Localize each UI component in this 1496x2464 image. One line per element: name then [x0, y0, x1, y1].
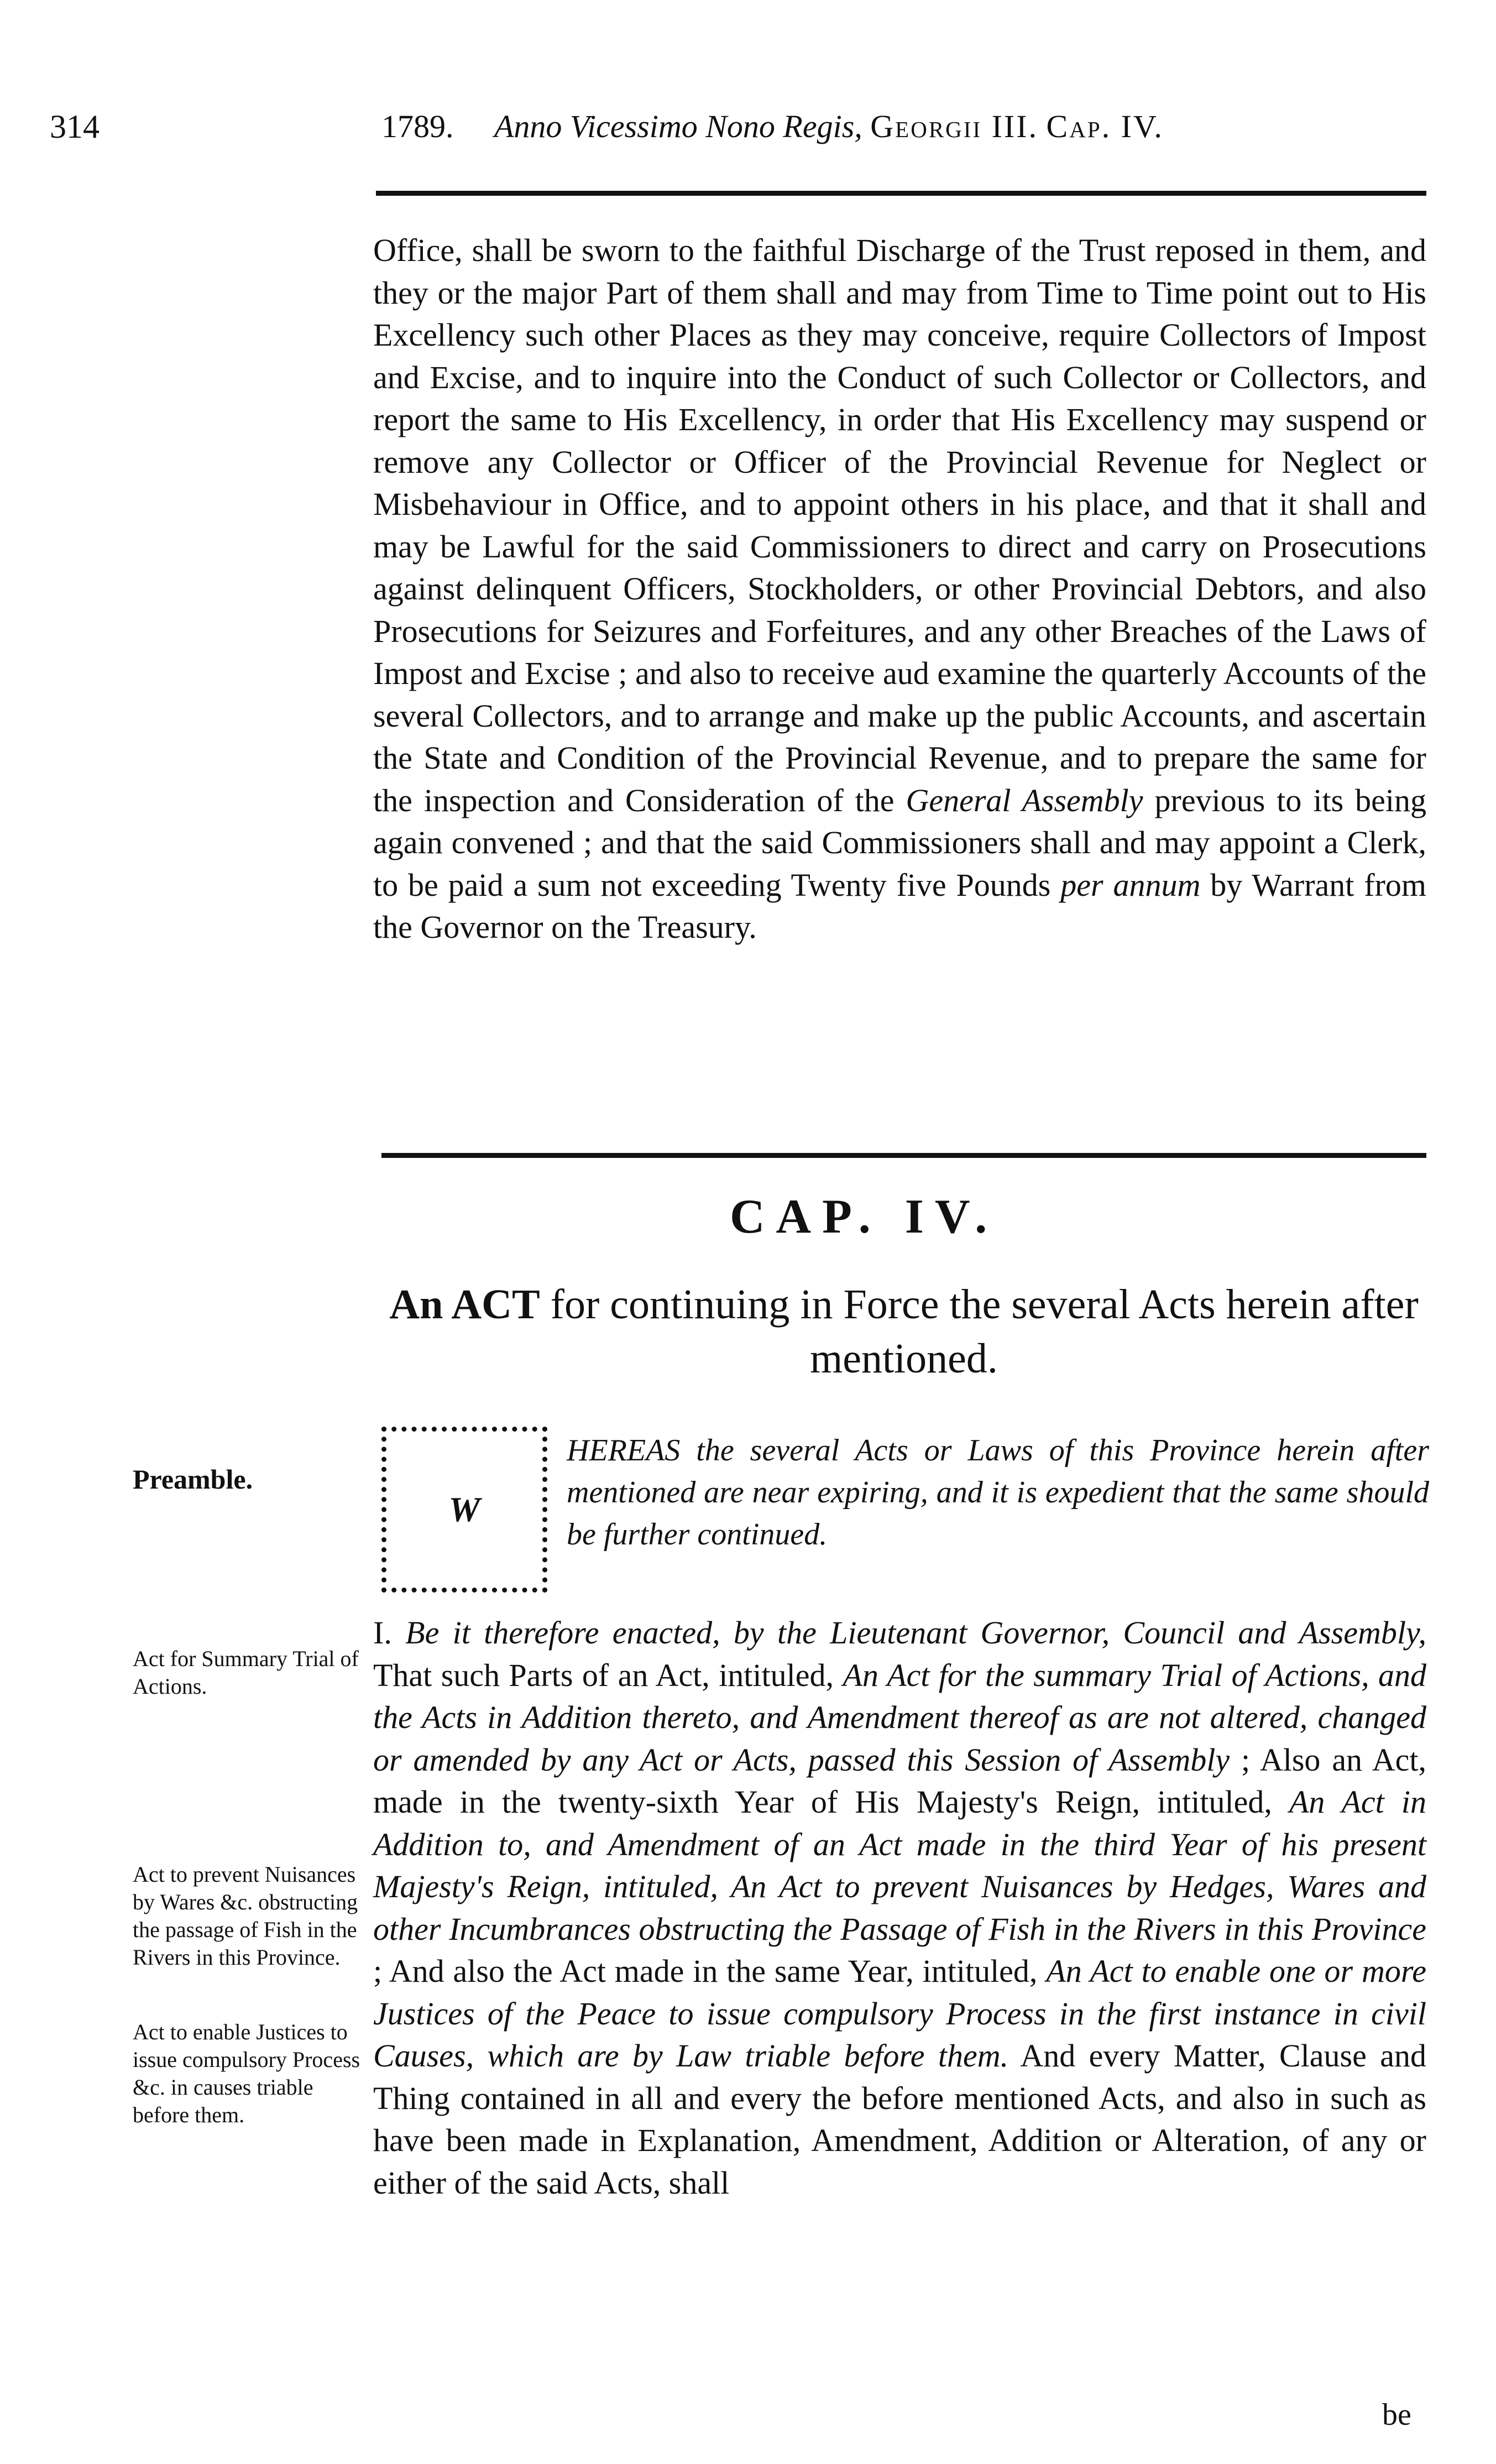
section-number: I. — [373, 1615, 392, 1651]
act-title-rest: for continuing in Force the several Acts herein after mentioned. — [550, 1281, 1419, 1382]
paragraph-1-italic: General Assembly — [906, 782, 1143, 818]
section-1-part-3: That such Parts of an Act, intituled, — [373, 1657, 834, 1693]
act-title-lead: An ACT — [389, 1281, 540, 1328]
margin-note-justices: Act to enable Justices to issue compulsory Process &c. in causes triable before them. — [133, 2019, 360, 2127]
section-1-part-9: And every Matter, Clause and Thing contained in all and every the before mentioned Acts, and also in such as have been made in Explanation, Amendment, Addition or Alteration, of any or either of the said Acts, shall — [373, 2038, 1426, 2201]
chapter-heading: CAP. IV. — [730, 1190, 998, 1244]
paragraph-1-tail: previous to its being again convened ; and that the said Commissioners shall and may appoint a Clerk, to be paid a sum not exceeding Twenty five Pounds — [373, 782, 1426, 903]
act-summary-trial-title: An Act for the summary Trial of Actions, and the Acts in Addition thereto, and Amendment thereof as are not altered, changed or amended by any Act or Acts, passed this Session of Assembly — [373, 1657, 1427, 1778]
section-1-part-5: ; Also an Act, made in the twenty-sixth Year of His Majesty's Reign, intituled, — [373, 1741, 1426, 1820]
paragraph-1-text: Office, shall be sworn to the faithful Discharge of the Trust reposed in them, and they or the major Part of them shall and may from Time to Time point out to His Excellency such other Places as they may conceive, require Collectors of Impost and Excise, and to inquire into the Conduct of such Collector or Collectors, and report the same to His Excellency, in order that His Excellency may suspend or remove any Collector or Officer of the Provincial Revenue for Neglect or Misbehaviour in Office, and to appoint others in his place, and that it shall and may be Lawful for the said Commissioners to direct and carry on Prosecutions against delinquent Officers, Stockholders, or other Provincial Debtors, and also Prosecutions for Seizures and Forfeitures, and any other Breaches of the Laws of Impost and Excise ; and also to receive aud examine the quarterly Accounts of the several Collectors, and to arrange and make up the public Accounts, and ascertain the State and Condition of the Provincial Revenue, and to prepare the same for the inspection and Consideration of the — [373, 232, 1426, 818]
paragraph-1-italic-2: per annum — [1060, 866, 1201, 903]
paragraph-1-end: by Warrant from the Governor on the Treasury. — [373, 866, 1427, 945]
header-king: Georgii III. — [870, 108, 1039, 144]
section-1-part-7: ; And also the Act made in the same Year, intituled, — [373, 1953, 1038, 1989]
drop-cap-letter: W — [448, 1490, 480, 1529]
section-1 — [373, 1612, 1426, 2204]
act-nuisances-title: An Act in Addition to, and Amendment of an Act made in the third Year of his present Majesty's Reign, intituled, An Act to prevent Nuisances by Hedges, Wares and other Incumbrances obstructing the Passage of Fish in the Rivers in this Province — [373, 1784, 1426, 1947]
margin-note-preamble: Preamble. — [133, 1464, 253, 1495]
header-year: 1789. — [381, 108, 454, 144]
act-justices-title: An Act to enable one or more Justices of the Peace to issue compulsory Process in the first instance in civil Causes, which are by Law triable before them. — [373, 1953, 1427, 2074]
header-chapter: Cap. IV. — [1046, 108, 1164, 144]
enacting-clause: Be it therefore enacted, by the Lieutenant Governor, Council and Assembly, — [405, 1615, 1427, 1651]
header-running-title: Anno Vicessimo Nono Regis, — [494, 108, 862, 144]
act-title — [381, 1277, 1426, 1386]
ornamental-initial — [381, 1427, 558, 1598]
catchword: be — [1382, 2398, 1411, 2432]
header-rule — [376, 191, 1426, 196]
margin-note-summary-trial: Act for Summary Trial of Actions. — [133, 1646, 359, 1699]
paragraph-1 — [373, 229, 1426, 949]
section-divider-rule — [381, 1153, 1426, 1158]
page-number: 314 — [50, 108, 100, 145]
margin-note-nuisances: Act to prevent Nuisances by Wares &c. obstructing the passage of Fish in the Rivers in this Province. — [133, 1862, 358, 1970]
preamble-text: HEREAS the several Acts or Laws of this Province herein after mentioned are near expiring, and it is expedient that the same should be further continued. — [567, 1433, 1429, 1552]
running-header — [381, 108, 1421, 145]
